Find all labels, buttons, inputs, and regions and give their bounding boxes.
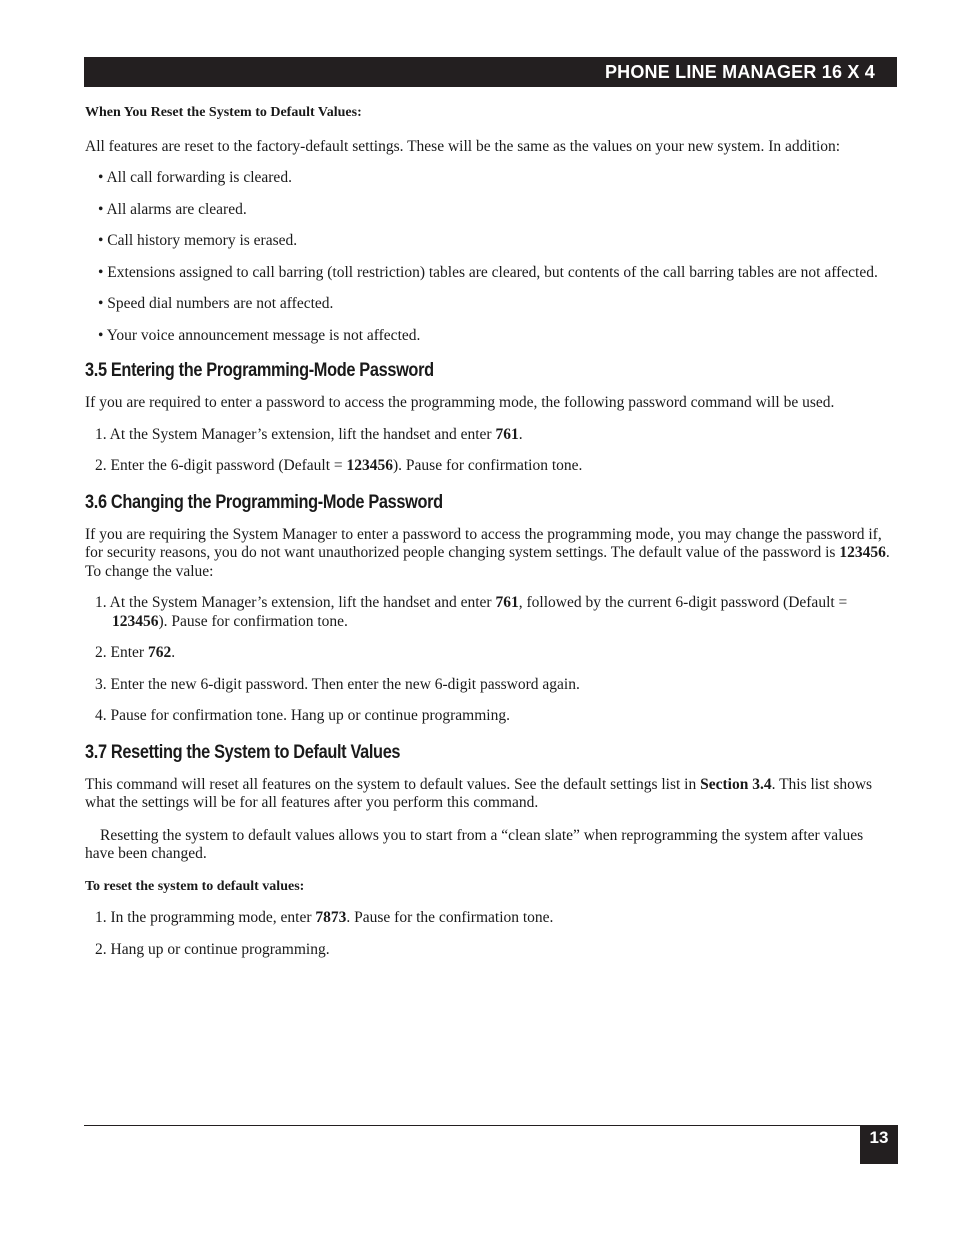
bullet-item: • All alarms are cleared. — [98, 200, 247, 218]
section-3-6-step-3: 3. Enter the new 6-digit password. Then enter the new 6-digit password again. — [95, 675, 580, 693]
bullet-item: • Your voice announcement message is not affected. — [98, 326, 421, 344]
reset-values-subhead: When You Reset the System to Default Values: — [85, 105, 362, 120]
header-title: PHONE LINE MANAGER 16 X 4 — [604, 61, 875, 82]
bullet-item: • Call history memory is erased. — [98, 232, 298, 249]
page-number-text: 13 — [869, 1128, 889, 1147]
bullet-item: • Speed dial numbers are not affected. — [98, 295, 334, 312]
section-3-5-heading: 3.5 Entering the Programming-Mode Password — [85, 360, 434, 381]
footer-rule — [84, 1125, 898, 1126]
section-3-5-step-2: 2. Enter the 6-digit password (Default = 123456). Pause for confirmation tone. — [95, 457, 583, 474]
section-3-6-heading: 3.6 Changing the Programming-Mode Password — [85, 491, 443, 513]
bullet-item: • All call forwarding is cleared. — [98, 169, 292, 186]
section-3-7-subhead: To reset the system to default values: — [85, 878, 305, 894]
reset-values-bullet-list — [85, 169, 893, 345]
section-3-7-intro: This command will reset all features on the system to default values. See the default settings list in Section 3.4. This list shows what the settings will be for all features after you perform this command. — [85, 775, 873, 811]
bullet-item: • Extensions assigned to call barring (toll restriction) tables are cleared, but contents of the call barring tables are not affected. — [98, 263, 878, 281]
section-3-7-step-2: 2. Hang up or continue programming. — [95, 940, 330, 958]
reset-values-intro: All features are reset to the factory-default settings. These will be the same as the values on your new system. In addition: — [85, 137, 841, 155]
page-header-bar — [84, 57, 897, 87]
section-3-6-step-4: 4. Pause for confirmation tone. Hang up or continue programming. — [95, 707, 510, 724]
section-3-6-step-1: 1. At the System Manager’s extension, lift the handset and enter 761, followed by the current 6-digit password (Default = 123456). Pause for confirmation tone. — [95, 594, 848, 630]
section-3-7-heading: 3.7 Resetting the System to Default Values — [85, 741, 401, 763]
section-3-7-step-1: 1. In the programming mode, enter 7873. Pause for the confirmation tone. — [95, 909, 554, 926]
page-content — [85, 104, 893, 959]
section-3-5-intro: If you are required to enter a password to access the programming mode, the following password command will be used. — [85, 394, 835, 411]
page-number — [860, 1125, 898, 1164]
section-3-6-step-2: 2. Enter 762. — [95, 644, 176, 661]
section-3-6-intro: If you are requiring the System Manager to enter a password to access the programming mode, you may change the password if, for security reasons, you do not want unauthorized people changing system settings. The default value of the password is 123456. To change the value: — [85, 525, 890, 580]
section-3-5-step-1: 1. At the System Manager’s extension, lift the handset and enter 761. — [95, 425, 523, 443]
section-3-7-paragraph-2: Resetting the system to default values allows you to start from a “clean slate” when reprogramming the system after values have been changed. — [85, 826, 864, 862]
